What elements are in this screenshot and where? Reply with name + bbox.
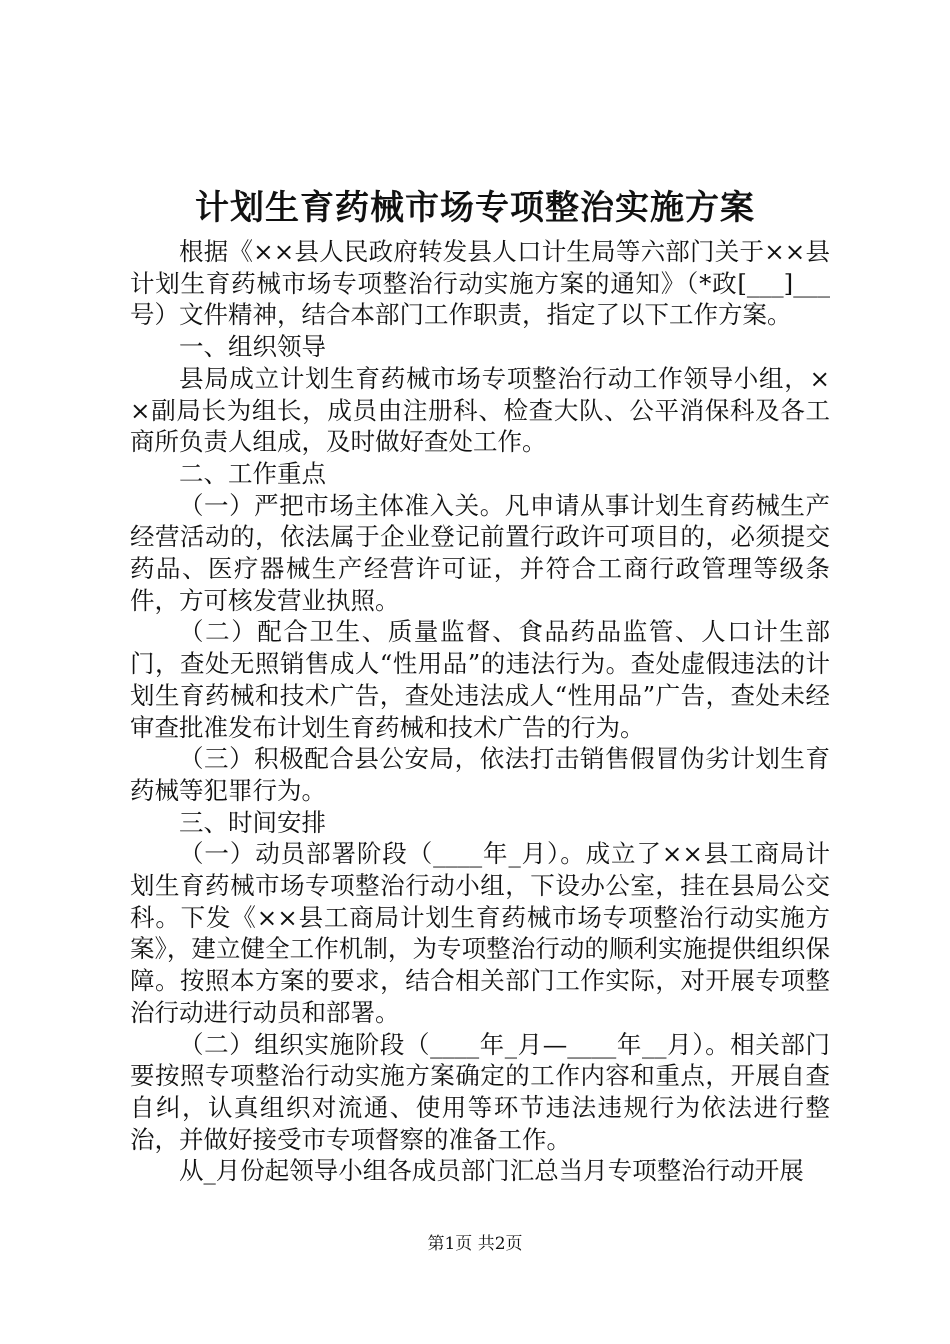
focus-item-1: （一）严把市场主体准入关。凡申请从事计划生育药械生产经营活动的，依法属于企业登记前置行政许可项目的，必须提交药品、医疗器械生产经营许可证，并符合工商行政管理等级条件，方可核发营业执照。 [130,490,830,615]
section-heading-schedule: 三、时间安排 [179,807,326,837]
page-number-footer: 第1页 共2页 [427,1234,523,1254]
schedule-continuation: 从_月份起领导小组各成员部门汇总当月专项整治行动开展 [179,1156,804,1186]
intro-paragraph: 根据《××县人民政府转发县人口计生局等六部门关于××县计划生育药械市场专项整治行动实施方案的通知》（*政[___]___号）文件精神，结合本部门工作职责，指定了以下工作方案。 [130,237,830,330]
focus-item-2: （二）配合卫生、质量监督、食品药品监管、人口计生部门，查处无照销售成人“性用品”的违法行为。查处虚假违法的计划生育药械和技术广告，查处违法成人“性用品”广告，查处未经审查批准发布计划生育药械和技术广告的行为。 [130,617,830,742]
section-heading-organization: 一、组织领导 [179,332,326,362]
focus-item-3: （三）积极配合县公安局，依法打击销售假冒伪劣计划生育药械等犯罪行为。 [130,744,830,805]
section-heading-focus: 二、工作重点 [179,458,326,488]
schedule-item-2: （二）组织实施阶段（____年_月—____年__月）。相关部门要按照专项整治行动实施方案确定的工作内容和重点，开展自查自纠，认真组织对流通、使用等环节违法违规行为依法进行整治，并做好接受市专项督察的准备工作。 [130,1029,830,1154]
schedule-item-1: （一）动员部署阶段（____年_月）。成立了××县工商局计划生育药械市场专项整治行动小组，下设办公室，挂在县局公交科。下发《××县工商局计划生育药械市场专项整治行动实施方案》，建立健全工作机制，为专项整治行动的顺利实施提供组织保障。按照本方案的要求，结合相关部门工作实际，对开展专项整治行动进行动员和部署。 [130,839,830,1027]
document-title: 计划生育药械市场专项整治实施方案 [195,188,755,228]
document-body [130,236,830,1187]
organization-paragraph: 县局成立计划生育药械市场专项整治行动工作领导小组，××副局长为组长，成员由注册科、检查大队、公平消保科及各工商所负责人组成，及时做好查处工作。 [130,363,830,457]
